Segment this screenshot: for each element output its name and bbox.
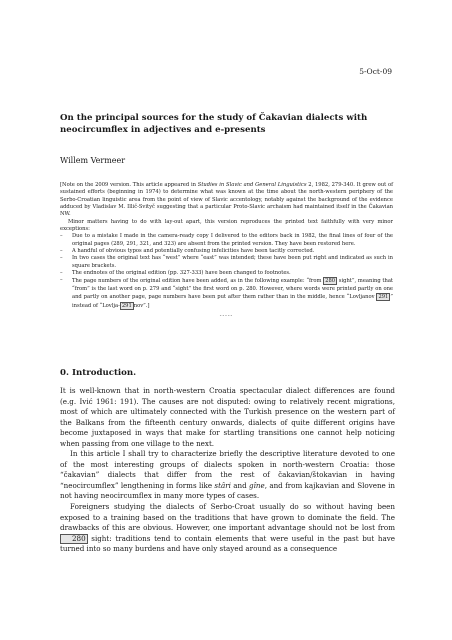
version-note: [60, 182, 393, 320]
list-item: – The endnotes of the original edition (pp. 327-333) have been changed to footnotes.: [60, 270, 393, 277]
page-number-marker: 291: [378, 294, 389, 301]
page-number-marker: 291: [121, 302, 132, 309]
body-paragraph: It is well-known that in north-western Croatia spectacular dialect differences are found (e.g. Ivić 1961: 191). The causes are not disputed: owing to relatively recent migrations, most of which are ultimately connected with the Turkish presence on the western part of the Balkans from the fifteenth century onwards, dialects of quite different origins have become juxtaposed in ways that make for startling transitions one cannot help noticing when passing from one village to the next.: [60, 386, 395, 448]
list-item: – The page numbers of the original edition have been added, as in the following example: “from 280 sight”, meaning that “from” is the last word on p. 279 and “sight” the first word on p. 280. However, where words were printed partly on one and partly on another page, page numbers have been put after them rather than in the middle, hence “Lovljanov 291 ” instead of “Lovlja- 291 nov”.]: [60, 277, 393, 309]
article-author: Willem Vermeer: [60, 156, 126, 165]
page-number-marker: 280: [60, 534, 88, 544]
page-number-marker: 280: [325, 278, 336, 285]
article-title: On the principal sources for the study of Čakavian dialects with neocircumflex in adjectives and e-presents: [60, 113, 368, 135]
body-paragraph: In this article I shall try to characterize briefly the descriptive literature devoted to one of the most interesting groups of dialects spoken in north-western Croatia: those “čakavian” dialects that differ from the rest of čakavian/štokavian in having “neocircumflex” lengthening in forms like stâri and gîne, and from kajkavian and Slovene in not having neocircumflex in many more types of cases.: [60, 449, 395, 501]
list-item: – Due to a mistake I made in the camera-ready copy I delivered to the editors back in 1982, the final lines of four of the original pages (289, 291, 321, and 323) are absent from the printed version. They have been restored here.: [60, 233, 393, 248]
body-text: [60, 386, 395, 555]
divider: -----: [219, 312, 234, 319]
exceptions-list: [60, 233, 393, 309]
note-paragraph: Minor matters having to do with lay-out apart, this version reproduces the printed text faithfully with very minor exceptions:: [60, 218, 393, 233]
section-heading: 0. Introduction.: [60, 368, 137, 378]
list-item: – A handful of obvious typos and potentially confusing infelicities have been tacitly corrected.: [60, 248, 393, 255]
page-date: 5-Oct-09: [359, 67, 392, 76]
list-item: – In two cases the original text has “west” where “east” was intended; these have been put right and indicated as such in square brackets.: [60, 255, 393, 270]
note-paragraph: [Note on the 2009 version. This article appeared in Studies in Slavic and General Linguistics 2, 1982, 279-340. It grew out of sustained efforts (beginning in 1974) to determine what was known at the time about the north-western periphery of the Serbo-Croatian linguistic area from the point of view of Slavic accentology, notably against the background of the evidence adduced by Vladislav M. Illič-Svityč suggesting that a particular Proto-Slavic archaism had maintained itself in the Čakavian NW.: [60, 182, 393, 218]
body-paragraph: Foreigners studying the dialects of Serbo-Croat usually do so without having been exposed to a training based on the traditions that have grown to dominate the field. The drawbacks of this are obvious. However, one important advantage should not be lost from 280 sight: traditions tend to contain elements that were useful in the past but have turned into so many burdens and have only stayed around as a consequence: [60, 502, 395, 554]
journal-title: Studies in Slavic and General Linguistics: [197, 182, 307, 188]
